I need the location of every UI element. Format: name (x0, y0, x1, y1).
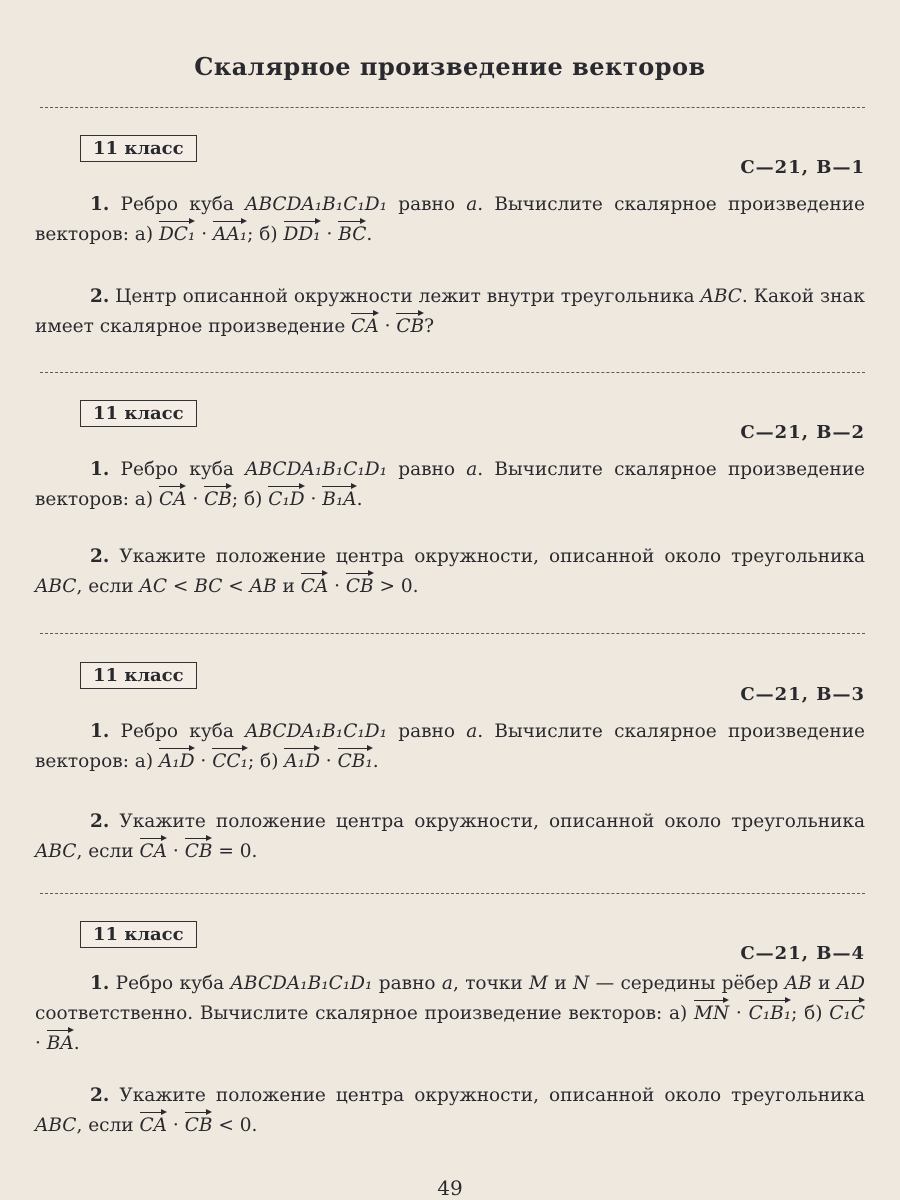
problem-text: соответственно. Вычислите скалярное произведение векторов: а) (35, 1003, 695, 1024)
dot-operator: · (195, 224, 213, 245)
dot-operator: · (186, 489, 205, 510)
variant-code: С—21, В—2 (740, 422, 865, 443)
problem-text: Ребро куба (109, 194, 246, 215)
problem-text: , точки (452, 973, 530, 994)
edge-length: a (441, 973, 453, 994)
problem-text: и (276, 576, 301, 597)
dot-operator: · (167, 841, 185, 862)
problem-text: ; б) (791, 1003, 830, 1024)
dot-operator: · (194, 751, 213, 772)
edge-length: a (466, 194, 478, 215)
problem-1 (35, 455, 865, 514)
vector: A₁D (159, 746, 195, 772)
grade-label: 11 класс (80, 921, 197, 948)
problem-number: 2. (90, 546, 110, 567)
dot-operator: · (167, 1115, 185, 1136)
problem-text: , если (76, 841, 140, 862)
problem-text: ? (424, 316, 435, 337)
problem-number: 2. (90, 811, 110, 832)
section-divider (40, 372, 865, 373)
problem-text: . Какой знак имеет скалярное произведение (35, 286, 865, 337)
variant-code: С—21, В—4 (740, 943, 865, 964)
dot-operator: · (328, 576, 346, 597)
variant-code: С—21, В—3 (740, 684, 865, 705)
problem-text: , если (76, 576, 140, 597)
vector: CA (159, 484, 187, 510)
problem-text: . (73, 1033, 80, 1054)
variant-3 (0, 662, 900, 912)
problem-text: > 0. (373, 576, 419, 597)
vector: C₁D (268, 484, 304, 510)
vector: BA (47, 1028, 74, 1054)
dot-operator: · (35, 1033, 47, 1054)
triangle-name: ABC (35, 841, 77, 862)
point-name: N (573, 973, 590, 994)
variant-code: С—21, В—1 (740, 157, 865, 178)
section-divider (40, 107, 865, 108)
problem-text: Ребро куба (109, 973, 231, 994)
vector: CB (185, 1110, 213, 1136)
problem-number: 1. (90, 973, 110, 994)
vector: DC₁ (159, 219, 195, 245)
problem-text: < 0. (212, 1115, 258, 1136)
edge-name: AD (836, 973, 865, 994)
problem-number: 2. (90, 1085, 110, 1106)
cube-name: ABCDA₁B₁C₁D₁ (245, 459, 388, 480)
variant-4 (0, 921, 900, 1161)
variant-2 (0, 400, 900, 650)
vector: MN (694, 998, 729, 1024)
problem-text: . (366, 224, 373, 245)
problem-text: Ребро куба (109, 459, 246, 480)
problem-text: . Вычислите скалярное произведение векторов: а) (35, 721, 865, 772)
triangle-name: ABC (35, 1115, 77, 1136)
problem-text: ; б) (231, 489, 269, 510)
vector: DD₁ (284, 219, 321, 245)
triangle-name: ABC (700, 286, 742, 307)
vector: CB₁ (338, 746, 373, 772)
triangle-name: ABC (35, 576, 77, 597)
grade-label: 11 класс (80, 662, 197, 689)
problem-text: ; б) (247, 224, 284, 245)
problem-text: равно (387, 194, 467, 215)
grade-label: 11 класс (80, 135, 197, 162)
vector: CB (204, 484, 232, 510)
cube-name: ABCDA₁B₁C₁D₁ (230, 973, 373, 994)
page-number: 49 (437, 1176, 463, 1200)
grade-label: 11 класс (80, 400, 197, 427)
vector: CA (140, 836, 168, 862)
problem-text: . Вычислите скалярное произведение векторов: а) (35, 459, 865, 510)
vector: B₁A (322, 484, 356, 510)
problem-number: 1. (90, 721, 110, 742)
dot-operator: · (319, 751, 338, 772)
point-name: M (529, 973, 548, 994)
problem-number: 1. (90, 459, 110, 480)
section-divider (40, 893, 865, 894)
dot-operator: · (320, 224, 339, 245)
vector: CA (140, 1110, 168, 1136)
vector: CA (301, 571, 329, 597)
problem-text: — середины рёбер (589, 973, 785, 994)
cube-name: ABCDA₁B₁C₁D₁ (245, 194, 388, 215)
edge-name: AB (784, 973, 812, 994)
page-title: Скалярное произведение векторов (194, 52, 706, 81)
problem-number: 2. (90, 286, 110, 307)
problem-text: и (811, 973, 837, 994)
problem-1 (35, 190, 865, 249)
problem-2 (35, 1081, 865, 1140)
vector: AA₁ (213, 219, 247, 245)
problem-2 (35, 807, 865, 866)
problem-text: Укажите положение центра окружности, описанной около треугольника (109, 546, 865, 567)
cube-name: ABCDA₁B₁C₁D₁ (245, 721, 388, 742)
problem-text: Укажите положение центра окружности, описанной около треугольника (109, 811, 865, 832)
vector: A₁D (284, 746, 320, 772)
problem-text: Центр описанной окружности лежит внутри треугольника (109, 286, 701, 307)
side-condition: AC < BC < AB (139, 576, 277, 597)
variant-1 (0, 135, 900, 385)
problem-text: равно (387, 459, 467, 480)
problem-1 (35, 969, 865, 1058)
dot-operator: · (729, 1003, 749, 1024)
problem-text: равно (372, 973, 442, 994)
problem-text: равно (387, 721, 467, 742)
vector: C₁B₁ (749, 998, 792, 1024)
problem-1 (35, 717, 865, 776)
vector: CC₁ (212, 746, 248, 772)
dot-operator: · (378, 316, 397, 337)
edge-length: a (466, 459, 478, 480)
problem-text: = 0. (212, 841, 258, 862)
vector: BC (338, 219, 366, 245)
problem-text: ; б) (247, 751, 285, 772)
vector: CB (346, 571, 374, 597)
vector: C₁C (829, 998, 865, 1024)
section-divider (40, 633, 865, 634)
problem-number: 1. (90, 194, 110, 215)
vector: CA (351, 311, 379, 337)
vector: CB (185, 836, 213, 862)
dot-operator: · (304, 489, 323, 510)
problem-2 (35, 282, 865, 341)
problem-text: , если (76, 1115, 140, 1136)
problem-text: и (548, 973, 574, 994)
problem-text: Укажите положение центра окружности, описанной около треугольника (109, 1085, 865, 1106)
problem-text: Ребро куба (109, 721, 246, 742)
problem-text: . (356, 489, 363, 510)
problem-text: . Вычислите скалярное произведение векторов: а) (35, 194, 865, 245)
problem-2 (35, 542, 865, 601)
edge-length: a (466, 721, 478, 742)
problem-text: . (372, 751, 379, 772)
vector: CB (396, 311, 424, 337)
